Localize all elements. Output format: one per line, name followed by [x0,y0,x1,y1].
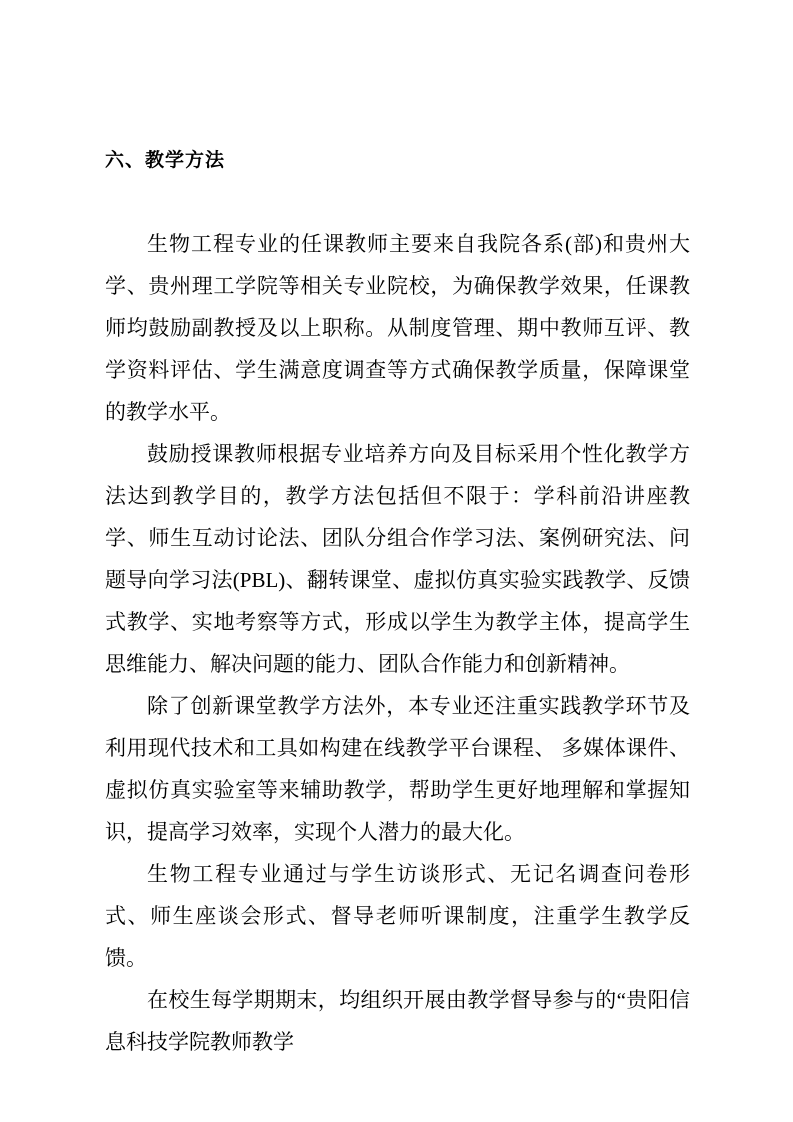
paragraph-teaching-methods: 鼓励授课教师根据专业培养方向及目标采用个性化教学方法达到教学目的，教学方法包括但不限于：学科前沿讲座教学、师生互动讨论法、团队分组合作学习法、案例研究法、问题导向学习法(PBL)、翻转课堂、虚拟仿真实验实践教学、反馈式教学、实地考察等方式，形成以学生为教学主体，提高学生思维能力、解决问题的能力、团队合作能力和创新精神。 [105,442,690,676]
paragraph-teachers-source: 生物工程专业的任课教师主要来自我院各系(部)和贵州大学、贵州理工学院等相关专业院校，为确保教学效果，任课教师均鼓励副教授及以上职称。从制度管理、期中教师互评、教学资料评估、学生满意度调查等方式确保教学质量，保障课堂的教学水平。 [105,232,690,424]
paragraph-practice-tools: 除了创新课堂教学方法外，本专业还注重实践教学环节及利用现代技术和工具如构建在线教学平台课程、 多媒体课件、虚拟仿真实验室等来辅助教学，帮助学生更好地理解和掌握知识，提高学习效率，实现个人潜力的最大化。 [105,694,690,844]
paragraph-student-feedback: 生物工程专业通过与学生访谈形式、无记名调查问卷形式、师生座谈会形式、督导老师听课制度，注重学生教学反馈。 [105,862,690,970]
document-content [105,145,690,1063]
paragraph-semester-evaluation: 在校生每学期期末，均组织开展由教学督导参与的“贵阳信息科技学院教师教学 [105,988,690,1054]
section-heading: 六、教学方法 [105,149,226,171]
